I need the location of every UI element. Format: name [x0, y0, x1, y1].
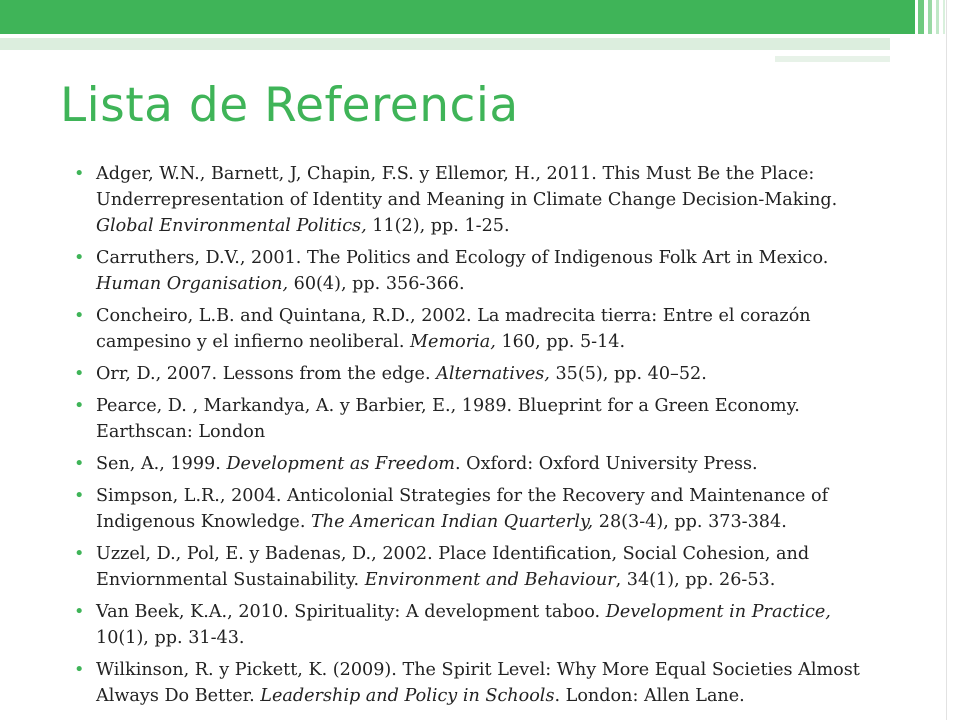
reference-text: Adger, W.N., Barnett, J, Chapin, F.S. y Ellemor, H., 2011. This Must Be the Place: Underrepresentation of Identity and Meaning in Climate Change Decision-Making. [96, 164, 838, 210]
bullet-icon: • [74, 306, 85, 326]
reference-source: Environment and Behaviour [364, 570, 616, 590]
header-stripe [943, 0, 945, 34]
reference-text: Concheiro, L.B. and Quintana, R.D., 2002. La madrecita tierra: Entre el corazón campesino y el infierno neoliberal. [96, 306, 811, 352]
reference-item [72, 599, 887, 651]
reference-details: 11(2), pp. 1-25. [366, 216, 510, 236]
reference-source: The American Indian Quarterly, [311, 512, 594, 532]
light-header-bar [0, 38, 890, 50]
reference-item [72, 161, 887, 239]
header-decoration [0, 0, 960, 64]
reference-details: 28(3-4), pp. 373-384. [593, 512, 787, 532]
reference-item [72, 451, 887, 477]
header-stripe [918, 0, 924, 34]
reference-source: Human Organisation, [96, 274, 289, 294]
bullet-icon: • [74, 544, 85, 564]
reference-text: Uzzel, D., Pol, E. y Badenas, D., 2002. Place Identification, Social Cohesion, and Enviornmental Sustainability. [96, 544, 810, 590]
reference-details: 10(1), pp. 31-43. [96, 628, 245, 648]
reference-text: Orr, D., 2007. Lessons from the edge. [96, 364, 437, 384]
reference-item [72, 657, 887, 709]
reference-text: Sen, A., 1999. [96, 454, 227, 474]
bullet-icon: • [74, 660, 85, 680]
header-stripe [936, 0, 939, 34]
bullet-icon: • [74, 486, 85, 506]
bullet-icon: • [74, 164, 85, 184]
right-edge-line [946, 0, 947, 720]
reference-source: Development as Freedom [226, 454, 455, 474]
reference-item [72, 541, 887, 593]
slide-title: Lista de Referencia [60, 78, 519, 133]
reference-details: . Oxford: Oxford University Press. [454, 454, 758, 474]
reference-source: Leadership and Policy in Schools [260, 686, 555, 706]
reference-list [72, 161, 887, 715]
bullet-icon: • [74, 602, 85, 622]
reference-item [72, 245, 887, 297]
reference-details: 60(4), pp. 356-366. [288, 274, 465, 294]
reference-source: Alternatives, [436, 364, 550, 384]
reference-details: , 34(1), pp. 26-53. [615, 570, 776, 590]
green-header-bar [0, 0, 915, 34]
reference-item [72, 393, 887, 445]
reference-source: Memoria, [410, 332, 496, 352]
reference-text: Carruthers, D.V., 2001. The Politics and Ecology of Indigenous Folk Art in Mexico. [96, 248, 829, 268]
bullet-icon: • [74, 396, 85, 416]
bullet-icon: • [74, 364, 85, 384]
reference-source: Global Environmental Politics, [96, 216, 367, 236]
light-header-tail [775, 56, 890, 62]
reference-text: Pearce, D. , Markandya, A. y Barbier, E., 1989. Blueprint for a Green Economy. Earthscan: London [96, 396, 800, 442]
reference-item [72, 483, 887, 535]
reference-details: 160, pp. 5-14. [495, 332, 626, 352]
reference-text: Simpson, L.R., 2004. Anticolonial Strategies for the Recovery and Maintenance of Indigenous Knowledge. [96, 486, 829, 532]
reference-text: Van Beek, K.A., 2010. Spirituality: A development taboo. [96, 602, 606, 622]
bullet-icon: • [74, 248, 85, 268]
reference-item [72, 303, 887, 355]
reference-source: Development in Practice, [605, 602, 831, 622]
bullet-icon: • [74, 454, 85, 474]
reference-item [72, 361, 887, 387]
reference-text: Wilkinson, R. y Pickett, K. (2009). The Spirit Level: Why More Equal Societies Almost Always Do Better. [96, 660, 860, 706]
header-stripe [928, 0, 932, 34]
reference-details: . London: Allen Lane. [554, 686, 745, 706]
reference-details: 35(5), pp. 40–52. [549, 364, 707, 384]
